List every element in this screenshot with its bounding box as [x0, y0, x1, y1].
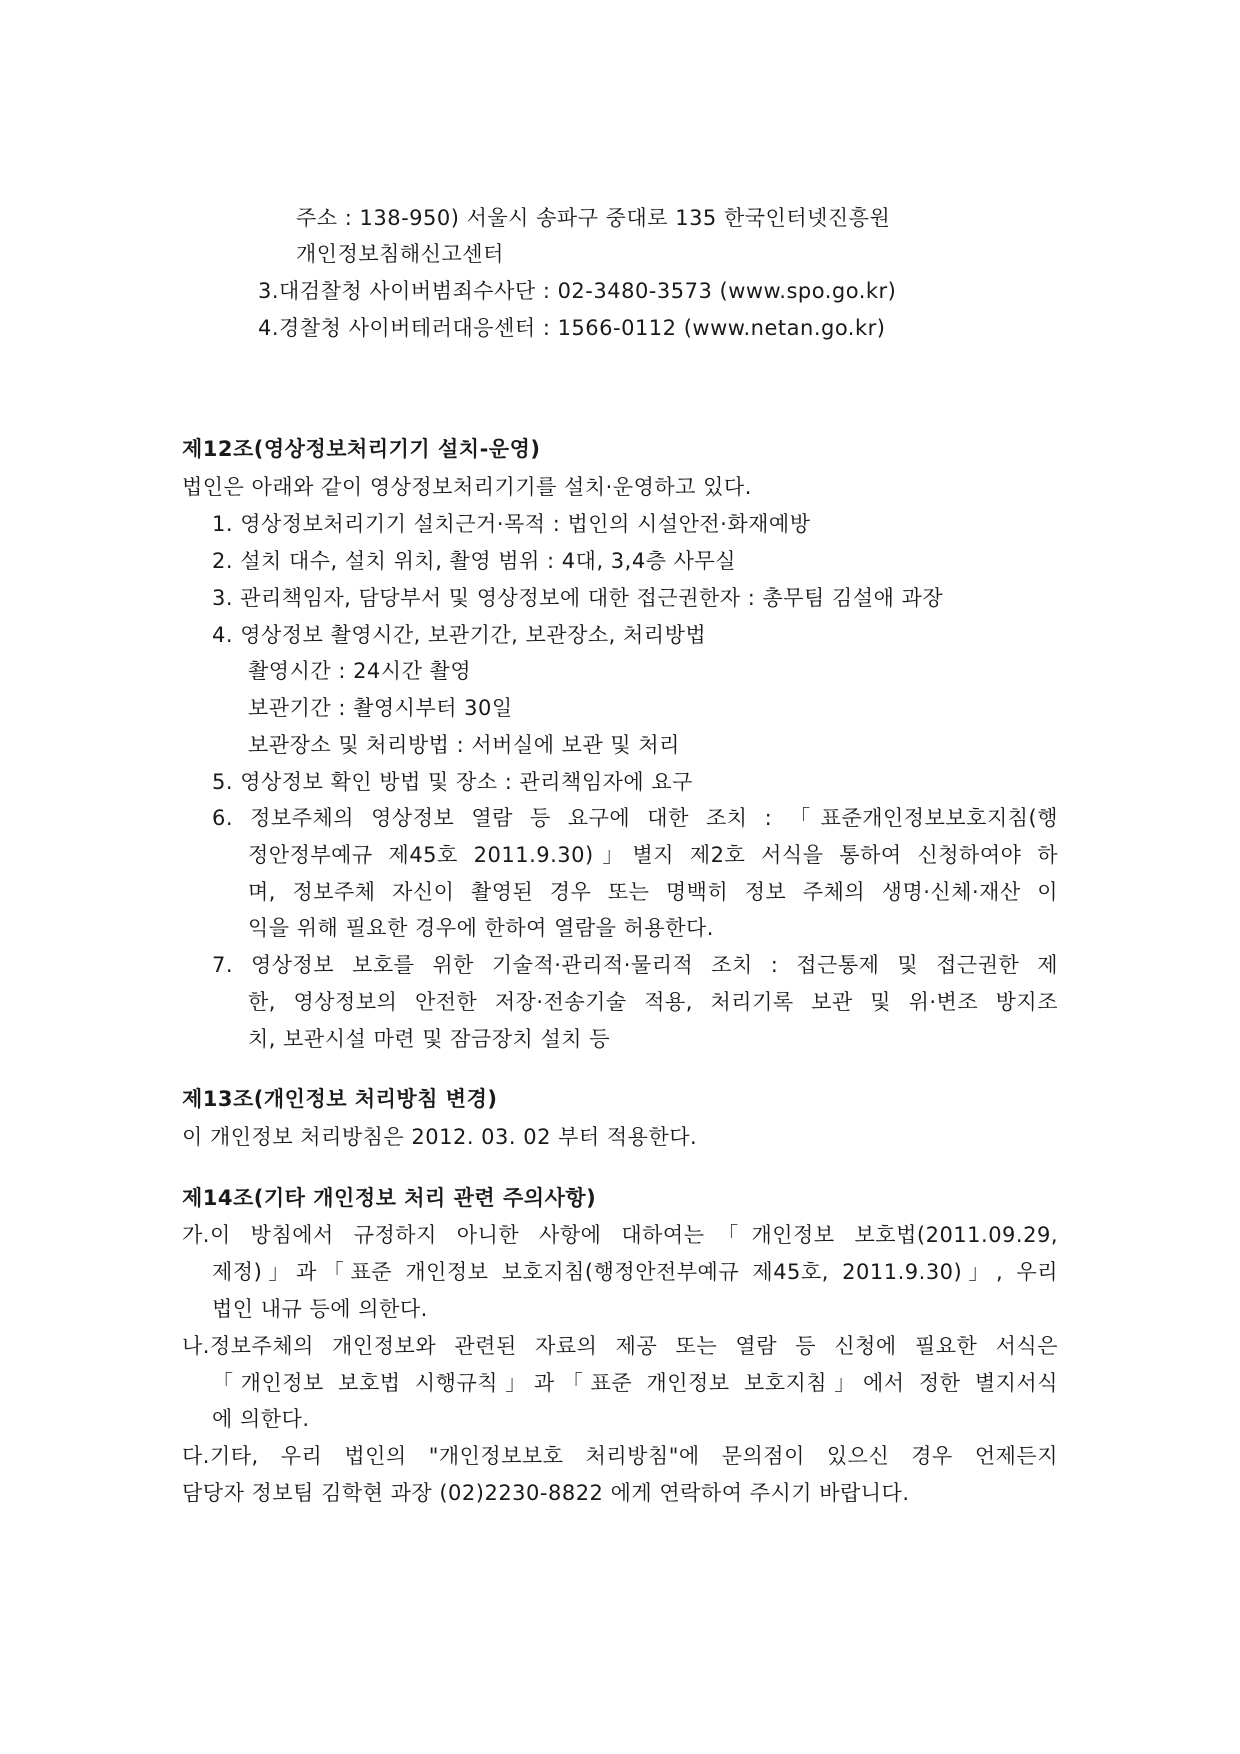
article12-item-4-sub-2: 보관기간 : 촬영시부터 30일	[248, 696, 513, 720]
article12-item-4-sub-1: 촬영시간 : 24시간 촬영	[248, 659, 472, 683]
article12-item-1: 1. 영상정보처리기기 설치근거·목적 : 법인의 시설안전·화재예방	[212, 512, 811, 536]
article14-da-line2: 담당자 정보팀 김학현 과장 (02)2230-8822 에게 연락하여 주시기 바랍니다.	[182, 1481, 910, 1505]
article14-heading: 제14조(기타 개인정보 처리 관련 주의사항)	[182, 1186, 597, 1210]
article12-item-5: 5. 영상정보 확인 방법 및 장소 : 관리책임자에 요구	[212, 770, 693, 794]
article13-heading: 제13조(개인정보 처리방침 변경)	[182, 1087, 498, 1111]
article12-item-2: 2. 설치 대수, 설치 위치, 촬영 범위 : 4대, 3,4층 사무실	[212, 549, 737, 573]
article14-na-line3: 에 의한다.	[212, 1407, 310, 1431]
article12-intro: 법인은 아래와 같이 영상정보처리기기를 설치·운영하고 있다.	[182, 475, 752, 499]
report-address-line2: 개인정보침해신고센터	[296, 242, 504, 266]
article12-item-7-line3: 치, 보관시설 마련 및 잠금장치 설치 등	[248, 1027, 611, 1051]
article13-text: 이 개인정보 처리방침은 2012. 03. 02 부터 적용한다.	[182, 1125, 698, 1149]
article12-item-6-line4: 익을 위해 필요한 경우에 한하여 열람을 허용한다.	[248, 916, 714, 940]
article12-item-4: 4. 영상정보 촬영시간, 보관기간, 보관장소, 처리방법	[212, 623, 707, 647]
article14-ga-line2: 제정)」과「표준 개인정보 보호지침(행정안전부예규 제45호, 2011.9.30)」, 우리	[212, 1260, 1058, 1284]
article14-ga-line1: 가.이 방침에서 규정하지 아니한 사항에 대하여는「개인정보 보호법(2011.09.29,	[182, 1223, 1058, 1247]
article12-heading: 제12조(영상정보처리기기 설치-운영)	[182, 437, 541, 461]
article12-item-3: 3. 관리책임자, 담당부서 및 영상정보에 대한 접근권한자 : 총무팀 김설애 과장	[212, 586, 944, 610]
article12-item-6-line3: 며, 정보주체 자신이 촬영된 경우 또는 명백히 정보 주체의 생명·신체·재산 이	[248, 880, 1058, 904]
article12-item-6-line2: 정안정부예규 제45호 2011.9.30)」별지 제2호 서식을 통하여 신청하여야 하	[248, 843, 1058, 867]
report-address-line1: 주소 : 138-950) 서울시 송파구 중대로 135 한국인터넷진흥원	[296, 206, 891, 230]
article12-item-7-line2: 한, 영상정보의 안전한 저장·전송기술 적용, 처리기록 보관 및 위·변조 방지조	[248, 990, 1058, 1014]
article12-item-7-line1: 7. 영상정보 보호를 위한 기술적·관리적·물리적 조치 : 접근통제 및 접근권한 제	[212, 953, 1058, 977]
article14-na-line2: 「개인정보 보호법 시행규칙」과「표준 개인정보 보호지침」에서 정한 별지서식	[212, 1371, 1058, 1395]
article12-item-6-line1: 6. 정보주체의 영상정보 열람 등 요구에 대한 조치 : 「표준개인정보보호지침(행	[212, 806, 1058, 830]
article14-ga-line3: 법인 내규 등에 의한다.	[212, 1297, 428, 1321]
article14-da-line1: 다.기타, 우리 법인의 "개인정보보호 처리방침"에 문의점이 있으신 경우 언제든지	[182, 1444, 1058, 1468]
report-item-3: 3.대검찰청 사이버범죄수사단 : 02-3480-3573 (www.spo.go.kr)	[258, 279, 897, 303]
article14-na-line1: 나.정보주체의 개인정보와 관련된 자료의 제공 또는 열람 등 신청에 필요한 서식은	[182, 1334, 1058, 1358]
article12-item-4-sub-3: 보관장소 및 처리방법 : 서버실에 보관 및 처리	[248, 733, 680, 757]
report-item-4: 4.경찰청 사이버테러대응센터 : 1566-0112 (www.netan.go.kr)	[258, 316, 886, 340]
